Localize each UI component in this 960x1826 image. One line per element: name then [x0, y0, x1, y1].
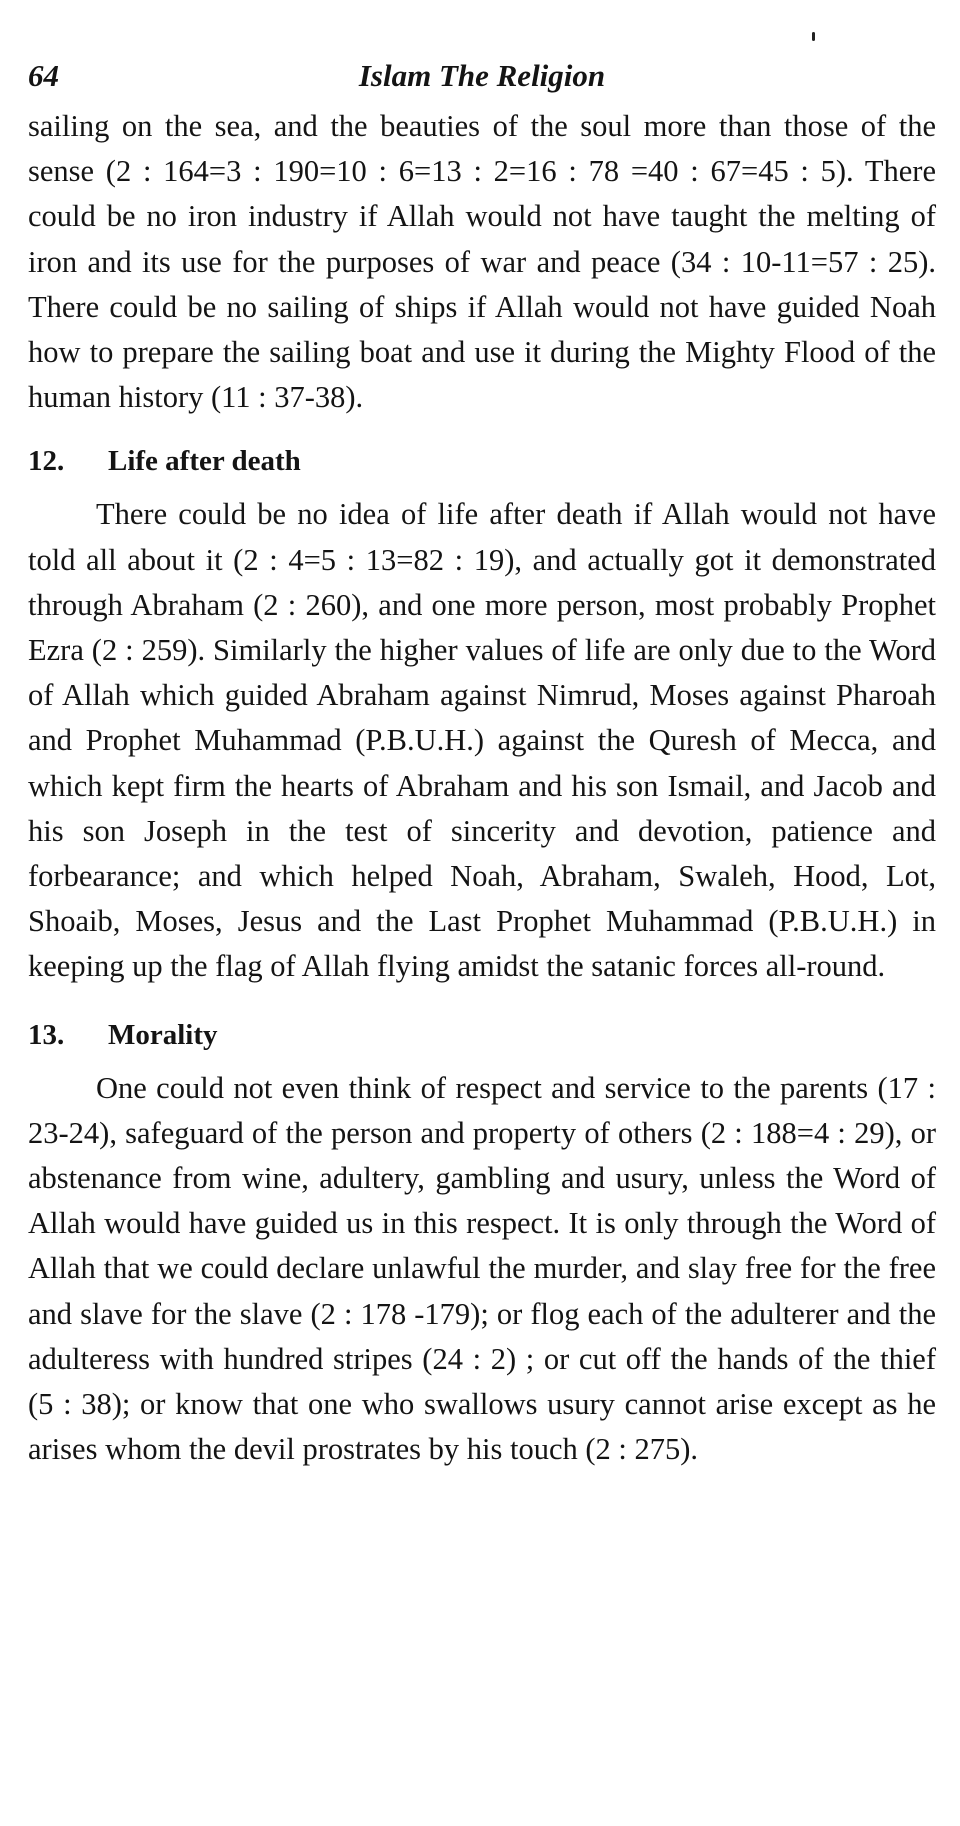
- section-body-life-after-death: There could be no idea of life after death if Allah would not have told all about it (2 : 4=5 : 13=82 : 19), and actually got it demonstrated through Abraham (2 : 260), and one more person, most probably Prophet Ezra (2 : 259). Similarly the higher values of life are only due to the Word of Allah which guided Abraham against Nimrud, Moses against Pharoah and Prophet Muhammad (P.B.U.H.) against the Quresh of Mecca, and which kept firm the hearts of Abraham and his son Ismail, and Jacob and his son Joseph in the test of sincerity and devotion, patience and forbearance; and which helped Noah, Abraham, Swaleh, Hood, Lot, Shoaib, Moses, Jesus and the Last Prophet Muhammad (P.B.U.H.) in keeping up the flag of Allah flying amidst the satanic forces all-round.: [28, 497, 936, 984]
- running-header: [28, 52, 936, 98]
- section-title: Life after death: [108, 445, 301, 478]
- section-heading-life-after-death: [28, 430, 936, 492]
- print-speck: [812, 32, 815, 41]
- section-heading-morality: [28, 1004, 936, 1066]
- section-title: Morality: [108, 1018, 218, 1051]
- section-number: 12.: [28, 445, 65, 478]
- page-number: 64: [28, 58, 59, 93]
- running-title: Islam The Religion: [358, 58, 606, 93]
- continued-paragraph: sailing on the sea, and the beauties of the soul more than those of the sense (2 : 164=3 : 190=10 : 6=13 : 2=16 : 78 =40 : 67=45 : 5). There could be no iron industry if Allah would not have taught the melting of iron and its use for the purposes of war and peace (34 : 10-11=57 : 25). There could be no sailing of ships if Allah would not have guided Noah how to prepare the sailing boat and use it during the Mighty Flood of the human history (11 : 37-38).: [28, 109, 936, 415]
- section-number: 13.: [28, 1018, 65, 1051]
- section-body-morality: One could not even think of respect and service to the parents (17 : 23-24), safeguard of the person and property of others (2 : 188=4 : 29), or abstenance from wine, adultery, gambling and usury, unless the Word of Allah would have guided us in this respect. It is only through the Word of Allah that we could declare unlawful the murder, and slay free for the free and slave for the slave (2 : 178 -179); or flog each of the adulterer and the adulteress with hundred stripes (24 : 2) ; or cut off the hands of the thief (5 : 38); or know that one who swallows usury cannot arise except as he arises whom the devil prostrates by his touch (2 : 275).: [28, 1070, 936, 1467]
